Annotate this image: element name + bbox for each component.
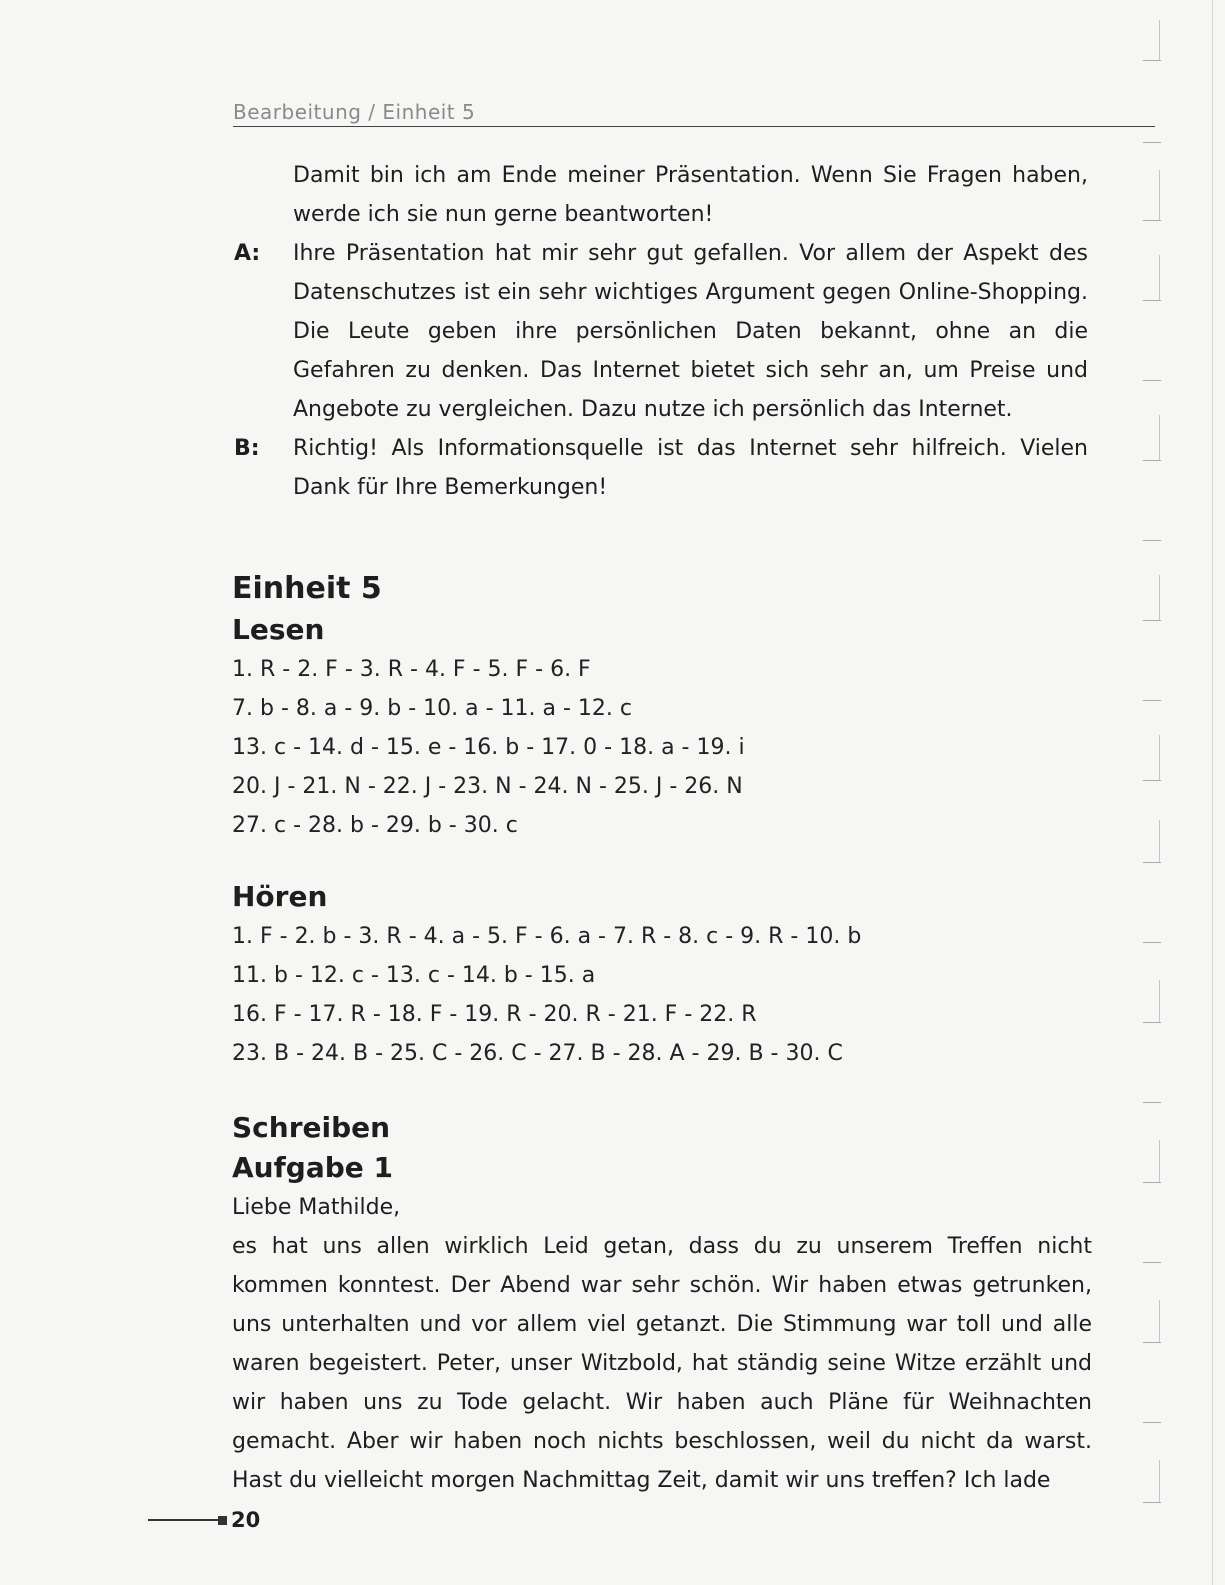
margin-mark — [1143, 620, 1161, 621]
margin-mark — [1143, 1022, 1161, 1023]
answer-line: 1. R - 2. F - 3. R - 4. F - 5. F - 6. F — [232, 657, 591, 682]
margin-mark — [1159, 1300, 1160, 1342]
dialog-text: Damit bin ich am Ende meiner Präsentation. Wenn Sie Fragen haben, werde ich sie nun gerne beantworten! — [293, 163, 1088, 227]
answer-line: 27. c - 28. b - 29. b - 30. c — [232, 813, 518, 838]
page-number: 20 — [231, 1508, 261, 1532]
margin-mark — [1143, 1342, 1161, 1343]
margin-mark — [1143, 142, 1161, 143]
task-heading: Aufgabe 1 — [232, 1151, 393, 1184]
margin-mark — [1143, 1102, 1161, 1103]
margin-mark — [1143, 460, 1161, 461]
letter-salutation: Liebe Mathilde, — [232, 1195, 401, 1220]
hoeren-answers — [232, 917, 1092, 1073]
answer-line: 23. B - 24. B - 25. C - 26. C - 27. B - 28. A - 29. B - 30. C — [232, 1041, 843, 1066]
margin-mark — [1143, 942, 1161, 943]
dialog-paragraph — [228, 429, 1088, 507]
margin-mark — [1159, 1140, 1160, 1182]
schreiben-heading: Schreiben — [232, 1111, 391, 1144]
scan-edge-line — [1212, 0, 1213, 1585]
margin-mark — [1143, 540, 1161, 541]
unit-section — [232, 568, 1092, 845]
schreiben-section — [232, 1108, 1092, 1500]
dialog-paragraph — [228, 156, 1088, 234]
speaker-label: B: — [234, 436, 260, 461]
answer-line: 20. J - 21. N - 22. J - 23. N - 24. N - 25. J - 26. N — [232, 774, 743, 799]
margin-mark — [1159, 575, 1160, 620]
speaker-label: A: — [234, 241, 261, 266]
margin-mark — [1159, 170, 1160, 220]
margin-mark — [1159, 820, 1160, 862]
margin-mark — [1159, 735, 1160, 780]
margin-mark — [1159, 980, 1160, 1022]
margin-mark — [1143, 60, 1161, 61]
lesen-answers — [232, 650, 1092, 845]
hoeren-heading: Hören — [232, 880, 328, 913]
footer-rule — [148, 1519, 218, 1521]
dialog-block — [228, 156, 1088, 507]
running-title: Bearbeitung / Einheit 5 — [233, 100, 476, 124]
margin-mark — [1143, 1422, 1161, 1423]
lesen-heading: Lesen — [232, 613, 325, 646]
answer-line: 11. b - 12. c - 13. c - 14. b - 15. a — [232, 963, 596, 988]
margin-mark — [1143, 1262, 1161, 1263]
answer-line: 1. F - 2. b - 3. R - 4. a - 5. F - 6. a - 7. R - 8. c - 9. R - 10. b — [232, 924, 862, 949]
answer-line: 16. F - 17. R - 18. F - 19. R - 20. R - 21. F - 22. R — [232, 1002, 757, 1027]
dialog-paragraph — [228, 234, 1088, 429]
letter-body: es hat uns allen wirklich Leid getan, dass du zu unserem Treffen nicht kommen konntest. Der Abend war sehr schön. Wir haben etwas getrunken, uns unterhalten und vor allem viel getanzt. Die Stimmung war toll und alle waren begeistert. Peter, unser Witzbold, hat ständig seine Witze erzählt und wir haben uns zu Tode gelacht. Wir haben auch Pläne für Weihnachten gemacht. Aber wir haben noch nichts beschlossen, weil du nicht da warst. Hast du vielleicht morgen Nachmittag Zeit, damit wir uns treffen? Ich lade — [232, 1234, 1092, 1493]
running-header — [233, 100, 1155, 127]
dialog-text: Ihre Präsentation hat mir sehr gut gefallen. Vor allem der Aspekt des Datenschutzes ist ein sehr wichtiges Argument gegen Online-Shopping. Die Leute geben ihre persönlichen Daten bekannt, ohne an die Gefahren zu denken. Das Internet bietet sich sehr an, um Preise und Angebote zu vergleichen. Dazu nutze ich persönlich das Internet. — [293, 241, 1088, 422]
unit-title: Einheit 5 — [232, 571, 382, 606]
margin-mark — [1159, 1460, 1160, 1502]
margin-mark — [1143, 220, 1161, 221]
hoeren-section — [232, 877, 1092, 1073]
scan-margin-marks — [1143, 0, 1173, 1585]
footer-square-icon — [218, 1516, 227, 1525]
margin-mark — [1143, 380, 1161, 381]
margin-mark — [1159, 415, 1160, 460]
margin-mark — [1143, 700, 1161, 701]
margin-mark — [1143, 780, 1161, 781]
answer-line: 7. b - 8. a - 9. b - 10. a - 11. a - 12. c — [232, 696, 632, 721]
margin-mark — [1143, 300, 1161, 301]
margin-mark — [1143, 1502, 1161, 1503]
dialog-text: Richtig! Als Informationsquelle ist das Internet sehr hilfreich. Vielen Dank für Ihre Bemerkungen! — [293, 436, 1088, 500]
page-footer — [148, 1508, 260, 1532]
answer-line: 13. c - 14. d - 15. e - 16. b - 17. 0 - 18. a - 19. i — [232, 735, 745, 760]
margin-mark — [1159, 255, 1160, 300]
margin-mark — [1159, 20, 1160, 60]
margin-mark — [1143, 862, 1161, 863]
margin-mark — [1143, 1182, 1161, 1183]
